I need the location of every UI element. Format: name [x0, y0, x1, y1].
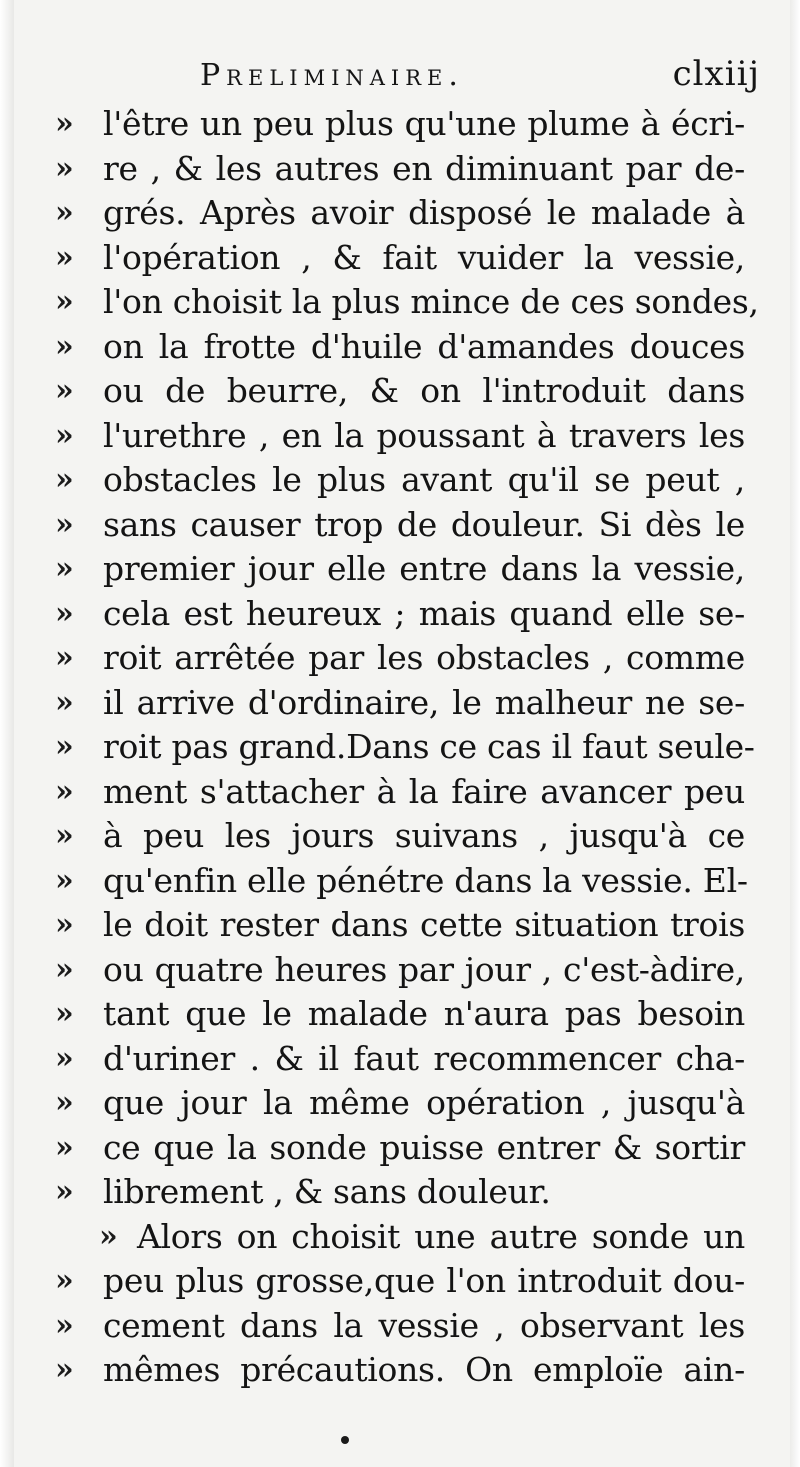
quotation-mark: » [55, 1352, 74, 1387]
line-text: ce que la sonde puisse entrer & sortir [103, 1127, 745, 1167]
line-text: re , & les autres en diminuant par de- [103, 148, 745, 188]
quotation-mark: » [55, 506, 74, 542]
quotation-mark: » [55, 106, 74, 141]
running-title: Preliminaire. [200, 58, 464, 93]
quotation-mark: » [55, 1263, 74, 1298]
text-line [55, 414, 745, 459]
quotation-mark: » [55, 551, 74, 586]
line-text: mêmes précautions. On emploïe ain- [103, 1350, 745, 1389]
line-text: l'urethre , en la poussant à travers les [103, 415, 745, 455]
text-line [55, 1126, 745, 1171]
text-line [55, 147, 745, 192]
line-text: ment s'attacher à la faire avancer peu [103, 771, 745, 811]
quotation-mark: » [55, 1129, 74, 1165]
text-line [55, 458, 745, 503]
quotation-mark: » [55, 1040, 74, 1076]
line-text: l'on choisit la plus mince de ces sondes, [103, 282, 759, 321]
line-text: obstacles le plus avant qu'il se peut , [103, 460, 745, 499]
text-line [55, 280, 759, 325]
quotation-mark: » [55, 595, 74, 631]
line-text: il arrive d'ordinaire, le malheur ne se- [103, 682, 745, 722]
line-text: peu plus grosse,que l'on introduit dou- [103, 1261, 745, 1300]
line-text: Alors on choisit une autre sonde un [137, 1216, 745, 1256]
body-text [55, 102, 759, 1393]
line-text: l'être un peu plus qu'une plume à écri- [103, 104, 745, 143]
quotation-mark: » [99, 1218, 118, 1254]
quotation-mark: » [55, 640, 74, 675]
quotation-mark: » [55, 195, 74, 230]
quotation-mark: » [55, 996, 74, 1031]
page-header [200, 52, 760, 100]
line-text: roit arrêtée par les obstacles , comme [103, 638, 745, 677]
quotation-mark: » [55, 462, 74, 497]
scan-edge-right [790, 0, 800, 1467]
text-line [55, 1215, 745, 1260]
text-line [55, 325, 745, 370]
quotation-mark: » [55, 862, 74, 898]
quotation-mark: » [55, 239, 74, 275]
line-text: que jour la même opération , jusqu'à [103, 1083, 745, 1122]
line-text: ou de beurre, & on l'introduit dans [103, 371, 745, 410]
text-line [55, 948, 745, 993]
quotation-mark: » [55, 417, 74, 453]
text-line [55, 859, 748, 904]
text-line [55, 636, 745, 681]
quotation-mark: » [55, 1085, 74, 1120]
line-text: premier jour elle entre dans la vessie, [103, 549, 745, 588]
line-text: sans causer trop de douleur. Si dès le [103, 504, 745, 544]
text-line [55, 102, 745, 147]
text-line [55, 903, 745, 948]
text-line [55, 592, 745, 637]
page-number: clxiij [672, 54, 760, 94]
text-line [55, 992, 745, 1037]
quotation-mark: » [55, 284, 74, 319]
signature-dot-mark [341, 1436, 349, 1444]
quotation-mark: » [55, 951, 74, 987]
text-line [55, 191, 745, 236]
text-line [55, 770, 745, 815]
text-line [55, 681, 745, 726]
quotation-mark: » [55, 373, 74, 408]
quotation-mark: » [55, 729, 74, 764]
line-text: cement dans la vessie , observant les [103, 1305, 745, 1345]
quotation-mark: » [55, 684, 74, 720]
line-text: ou quatre heures par jour , c'est-àdire, [103, 949, 745, 989]
line-text: l'opération , & fait vuider la vessie, [103, 237, 745, 277]
quotation-mark: » [55, 818, 74, 853]
line-text: le doit rester dans cette situation trois [103, 905, 745, 944]
line-text: roit pas grand.Dans ce cas il faut seule- [103, 727, 755, 766]
text-line [55, 1037, 745, 1082]
text-line [55, 725, 755, 770]
text-line [55, 1259, 745, 1304]
quotation-mark: » [55, 773, 74, 809]
quotation-mark: » [55, 1307, 74, 1343]
line-text: à peu les jours suivans , jusqu'à ce [103, 816, 745, 855]
quotation-mark: » [55, 328, 74, 364]
line-text: librement , & sans douleur. [103, 1172, 551, 1211]
line-text: on la frotte d'huile d'amandes douces [103, 326, 745, 366]
text-line [55, 547, 745, 592]
text-line [55, 236, 745, 281]
text-line [55, 1081, 745, 1126]
quotation-mark: » [55, 907, 74, 942]
text-line [55, 503, 745, 548]
text-line [55, 1304, 745, 1349]
line-text: d'uriner . & il faut recommencer cha- [103, 1038, 745, 1078]
scan-edge-left [0, 0, 14, 1467]
quotation-mark: » [55, 150, 74, 186]
text-line [55, 1170, 745, 1215]
text-line [55, 814, 745, 859]
line-text: tant que le malade n'aura pas besoin [103, 994, 745, 1033]
text-line [55, 369, 745, 414]
text-line [55, 1348, 745, 1393]
line-text: qu'enfin elle pénétre dans la vessie. El- [103, 860, 748, 900]
quotation-mark: » [55, 1174, 74, 1209]
line-text: grés. Après avoir disposé le malade à [103, 193, 745, 232]
line-text: cela est heureux ; mais quand elle se- [103, 593, 745, 633]
